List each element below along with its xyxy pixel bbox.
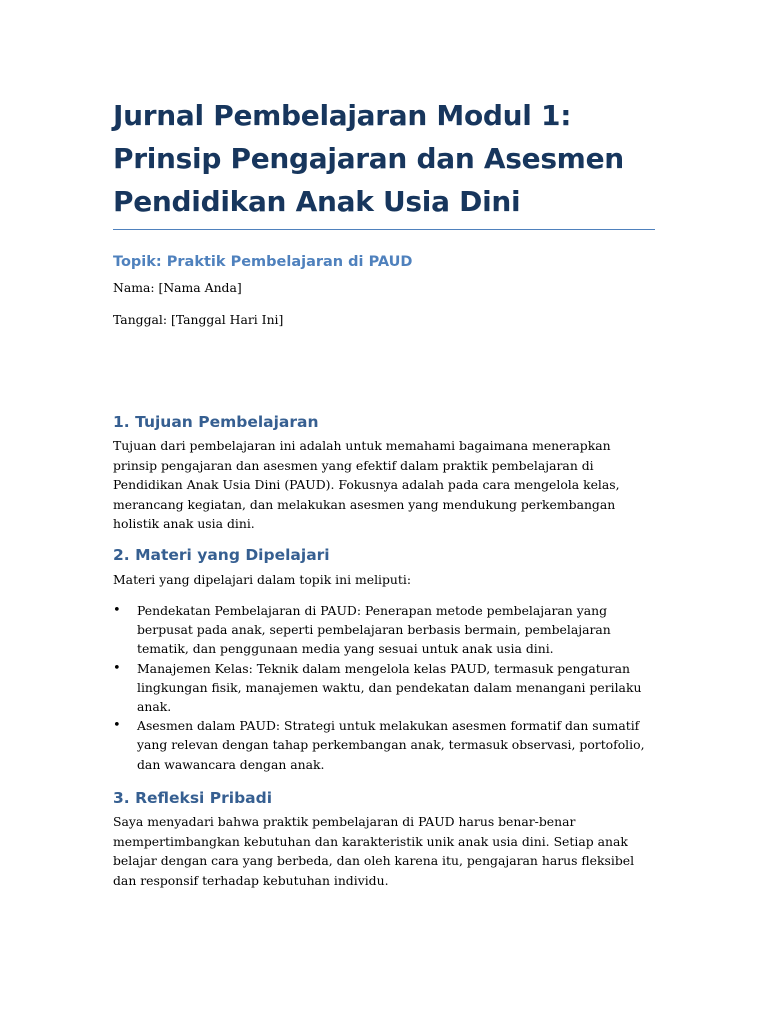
section-body-refleksi: Saya menyadari bahwa praktik pembelajaran di PAUD harus benar-benar mempertimbangkan kebutuhan dan karakteristik unik anak usia dini. Setiap anak belajar dengan cara yang berbeda, dan oleh karena itu, pengajaran harus fleksibel dan responsif terhadap kebutuhan individu.: [113, 814, 635, 888]
date-line: Tanggal: [Tanggal Hari Ini]: [113, 312, 284, 327]
bullet-icon: •: [113, 603, 121, 618]
section-heading-refleksi: 3. Refleksi Pribadi: [113, 789, 273, 807]
bullet-text-pendekatan: Pendekatan Pembelajaran di PAUD: Penerapan metode pembelajaran yang berpusat pada anak, seperti pembelajaran berbasis bermain, pembelajaran tematik, dan penggunaan media yang sesuai untuk anak usia dini.: [137, 603, 611, 657]
list-item: [113, 659, 655, 717]
list-item: [113, 601, 655, 659]
materi-bullet-list: [113, 601, 655, 774]
section-heading-tujuan: 1. Tujuan Pembelajaran: [113, 413, 319, 431]
document-title: Jurnal Pembelajaran Modul 1: Prinsip Pengajaran dan Asesmen Pendidikan Anak Usia Dini: [113, 94, 655, 230]
topic-heading: Topik: Praktik Pembelajaran di PAUD: [113, 254, 413, 270]
bullet-text-manajemen: Manajemen Kelas: Teknik dalam mengelola kelas PAUD, termasuk pengaturan lingkungan fisik, manajemen waktu, dan pendekatan dalam menangani perilaku anak.: [137, 660, 642, 715]
name-line: Nama: [Nama Anda]: [113, 280, 242, 295]
bullet-icon: •: [113, 718, 121, 734]
section-heading-materi: 2. Materi yang Dipelajari: [113, 546, 330, 564]
document-content: [113, 94, 655, 888]
section-body-materi: Materi yang dipelajari dalam topik ini meliputi:: [113, 572, 412, 587]
bullet-text-asesmen: Asesmen dalam PAUD: Strategi untuk melakukan asesmen formatif dan sumatif yang relevan dengan tahap perkembangan anak, termasuk observasi, portofolio, dan wawancara dengan anak.: [137, 718, 645, 772]
bullet-icon: •: [113, 660, 121, 676]
list-item: [113, 716, 655, 774]
section-body-tujuan: Tujuan dari pembelajaran ini adalah untuk memahami bagaimana menerapkan prinsip pengajaran dan asesmen yang efektif dalam praktik pembelajaran di Pendidikan Anak Usia Dini (PAUD). Fokusnya adalah pada cara mengelola kelas, merancang kegiatan, dan melakukan asesmen yang mendukung perkembangan holistik anak usia dini.: [113, 438, 620, 531]
